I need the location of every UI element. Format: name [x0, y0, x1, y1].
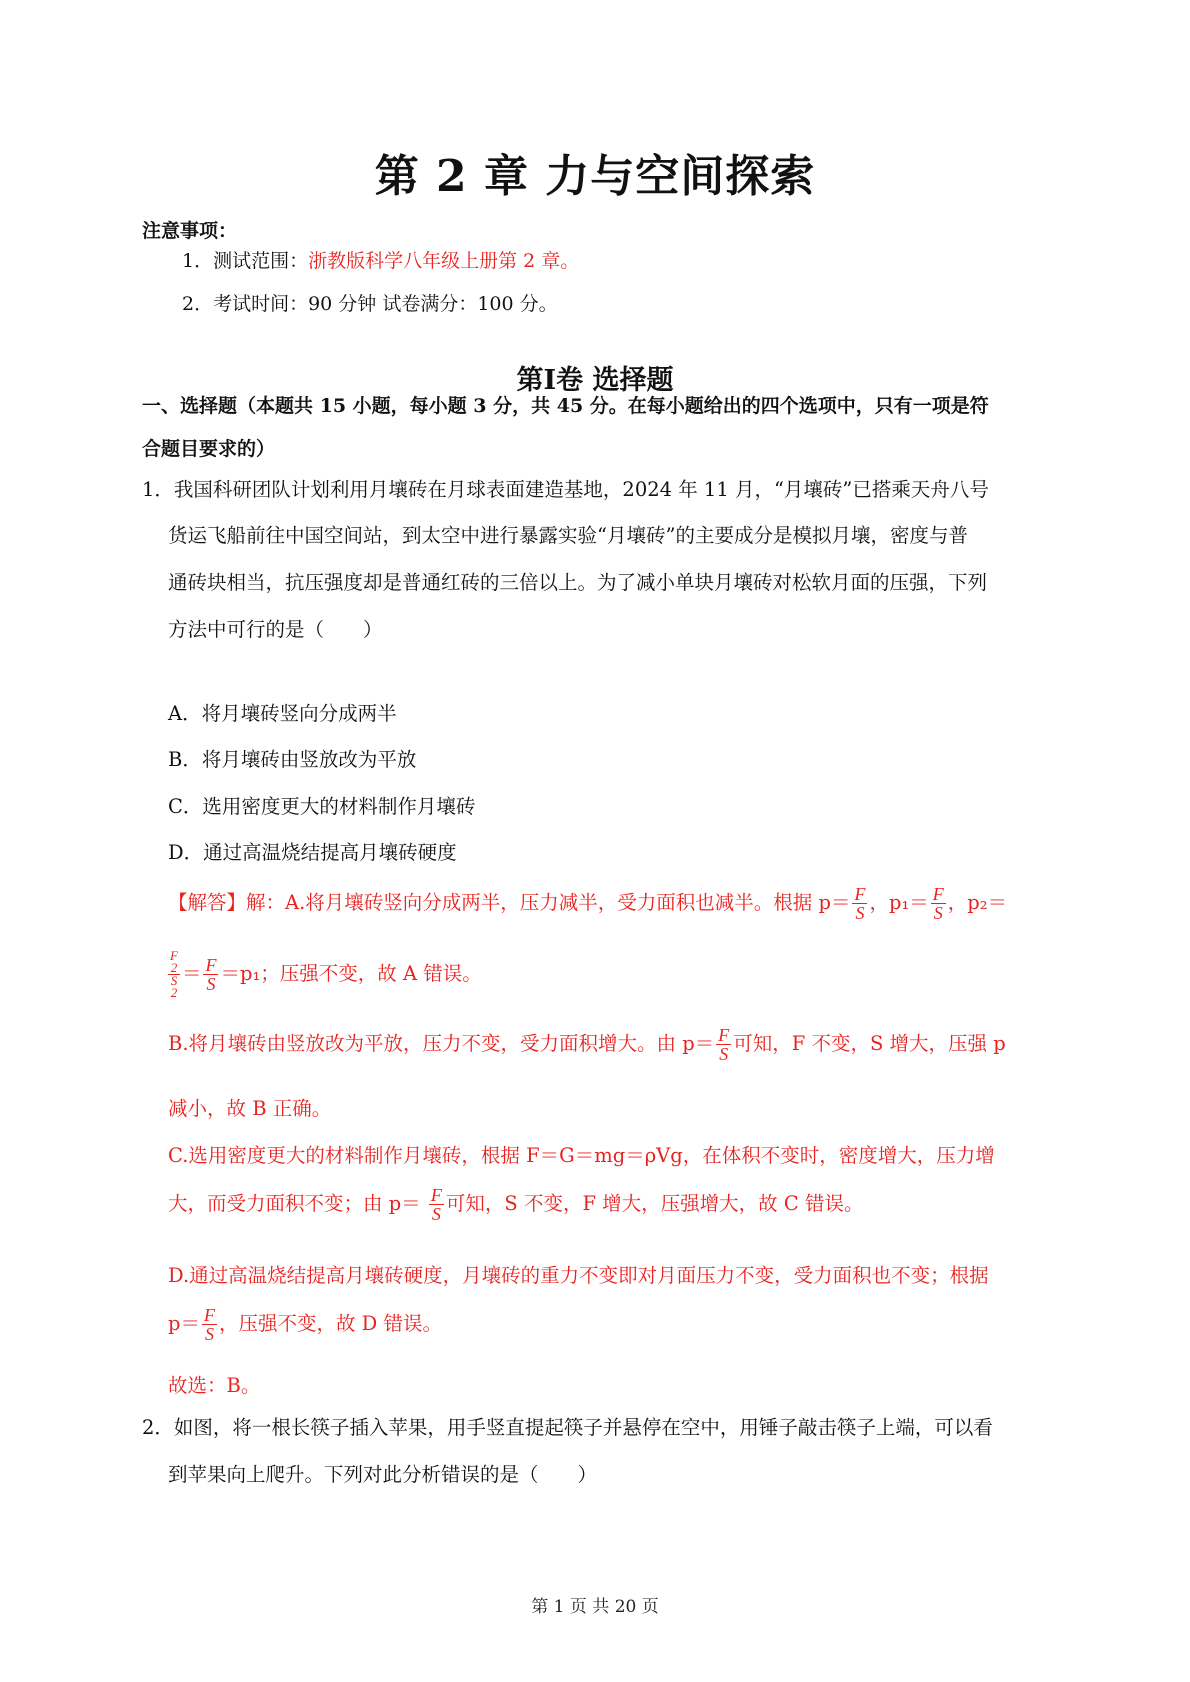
option-b: B．将月壤砖由竖放改为平放: [168, 748, 417, 771]
notice-item-2: 2．考试时间：90 分钟 试卷满分：100 分。: [182, 293, 558, 315]
answer-a-p2: ，p₂＝: [947, 891, 1008, 914]
section-heading-line1: 一、选择题（本题共 15 小题，每小题 3 分，共 45 分。在每小题给出的四个选项中，只有一项是符: [142, 395, 989, 417]
question-2-line2: 到苹果向上爬升。下列对此分析错误的是（ ）: [168, 1463, 598, 1486]
notice-item-1: [182, 246, 579, 273]
fraction-f-over-s: $\frac{F}{S}$: [854, 884, 866, 923]
answer-b-line2: 减小，故 B 正确。: [168, 1097, 332, 1120]
fraction-half-f-over-half-s: F 2 S 2: [170, 948, 178, 1000]
fraction-f-over-s: $\frac{F}{S}$: [718, 1025, 730, 1064]
page-footer: 第 1 页 共 20 页: [531, 1597, 659, 1617]
answer-b-text-2: 可知，F 不变，S 增大，压强 p: [733, 1032, 1006, 1055]
answer-b-line1: [168, 1026, 1048, 1063]
answer-a-line1: [168, 885, 1048, 922]
option-d: D．通过高温烧结提高月壤砖硬度: [168, 841, 457, 864]
answer-label: 【解答】: [168, 891, 247, 914]
question-1-line4: 方法中可行的是（ ）: [168, 618, 383, 641]
answer-b-text: B.将月壤砖由竖放改为平放，压力不变，受力面积增大。由 p＝: [168, 1032, 715, 1055]
answer-a-conclusion: ＝p₁；压强不变，故 A 错误。: [220, 962, 482, 985]
option-a: A．将月壤砖竖向分成两半: [168, 702, 397, 725]
volume-title: 第Ⅰ卷 选择题: [516, 365, 674, 396]
answer-d-line2: [168, 1306, 1048, 1343]
answer-c-text-2: 可知，S 不变，F 增大，压强增大，故 C 错误。: [445, 1192, 864, 1215]
fraction-f-over-s: $\frac{F}{S}$: [430, 1185, 442, 1224]
notice-item-1-prefix: 1．测试范围：: [182, 250, 309, 272]
notice-item-1-scope: 浙教版科学八年级上册第 2 章。: [308, 250, 580, 272]
answer-d-line1: D.通过高温烧结提高月壤砖硬度，月壤砖的重力不变即对月面压力不变，受力面积也不变；根据: [168, 1264, 989, 1287]
answer-c-line1: C.选用密度更大的材料制作月壤砖，根据 F＝G＝mg＝ρVg，在体积不变时，密度增大，压力增: [168, 1144, 995, 1167]
option-c: C．选用密度更大的材料制作月壤砖: [168, 795, 476, 818]
fraction-f-over-s: $\frac{F}{S}$: [932, 884, 944, 923]
notice-heading: 注意事项：: [142, 220, 238, 242]
answer-a-text: 解：A.将月壤砖竖向分成两半，压力减半，受力面积也减半。根据 p＝: [246, 891, 851, 914]
answer-c-line2: [168, 1186, 1048, 1223]
question-1-line2: 货运飞船前往中国空间站，到太空中进行暴露实验“月壤砖”的主要成分是模拟月壤，密度与普: [168, 524, 968, 547]
answer-d-text: p＝: [168, 1312, 200, 1335]
question-1-line1: 1．我国科研团队计划利用月壤砖在月球表面建造基地，2024 年 11 月，“月壤砖”已搭乘天舟八号: [142, 478, 989, 501]
answer-a-p1: ，p₁＝: [869, 891, 929, 914]
answer-a-line2: F 2 S 2 ＝ $\frac{F}{S}$ ＝p₁；压强不变，故 A 错误。: [170, 948, 482, 1000]
fraction-f-over-s: $\frac{F}{S}$: [203, 1305, 215, 1344]
answer-d-text-2: ，压强不变，故 D 错误。: [218, 1312, 443, 1335]
section-heading-line2: 合题目要求的）: [142, 438, 276, 460]
answer-c-text: 大，而受力面积不变；由 p＝: [168, 1192, 427, 1215]
answer-choice: 故选：B。: [168, 1374, 261, 1397]
page-title: 第 2 章 力与空间探索: [374, 151, 816, 202]
question-1-line3: 通砖块相当，抗压强度却是普通红砖的三倍以上。为了减小单块月壤砖对松软月面的压强，下列: [168, 571, 988, 594]
fraction-f-over-s: $\frac{F}{S}$: [205, 955, 217, 994]
question-2-line1: 2．如图，将一根长筷子插入苹果，用手竖直提起筷子并悬停在空中，用锤子敲击筷子上端，可以看: [142, 1416, 993, 1439]
